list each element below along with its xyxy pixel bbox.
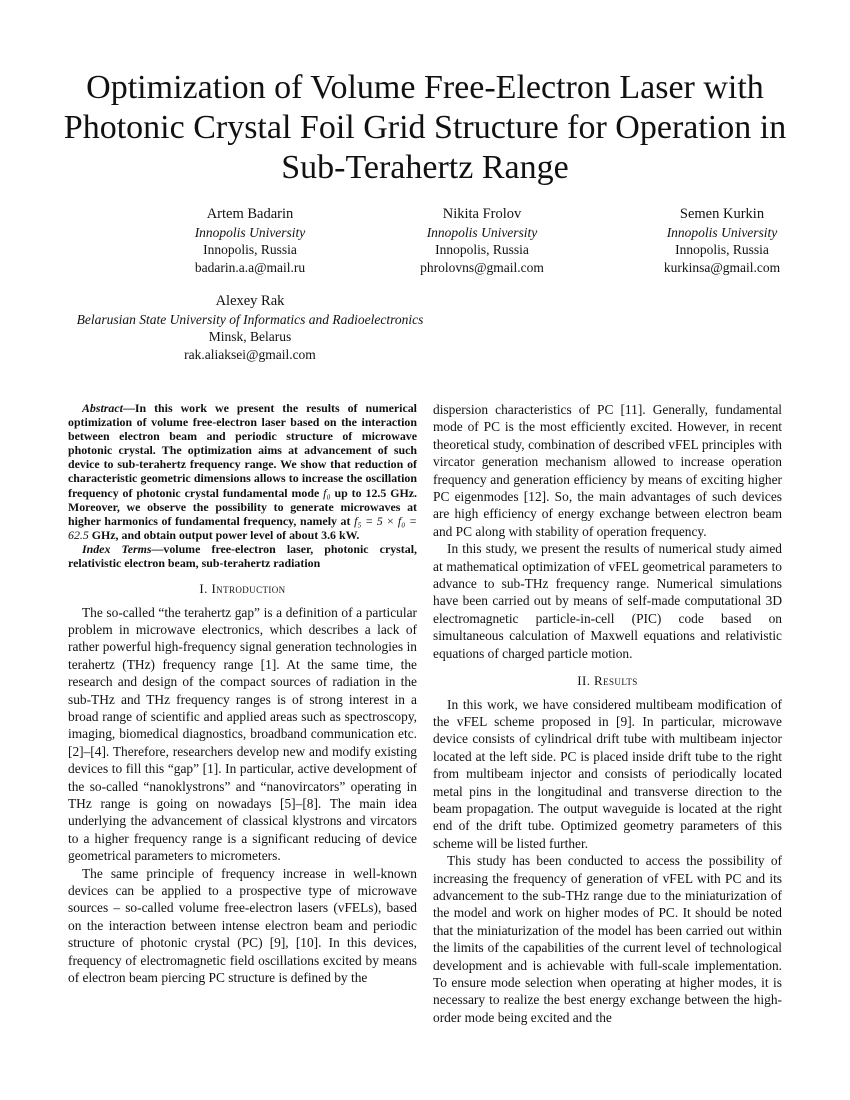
index-terms-text: —volume free-electron laser, photonic crystal, relativistic electron beam, sub-terahertz radiation (68, 541, 417, 571)
index-terms (68, 542, 417, 570)
author-email[interactable]: kurkinsa@gmail.com (663, 259, 781, 275)
results-paragraph-1: In this work, we have considered multibeam modification of the vFEL scheme proposed in [9]. In particular, microwave device consists of cylindrical drift tube with multibeam injector located at the left side. PC is placed inside drift tube to the right from multibeam injector and consists of periodically located metal pins in the longitudinal and transverse direction to the beam propagation. The output waveguide is located at the right end of the drift tube. Optimized geometry parameters of this scheme will be listed further. (433, 696, 782, 851)
author-block-1 (170, 206, 330, 276)
author-name: Alexey Rak (215, 293, 285, 309)
author-name: Nikita Frolov (442, 206, 522, 222)
left-column (68, 401, 417, 986)
index-terms-label: Index Terms (82, 541, 152, 556)
right-paragraph-1: dispersion characteristics of PC [11]. Generally, fundamental mode of PC is the most efficiently excited. However, in recent theoretical study, combination of described vFEL principles with vircator generation mechanism allowed to increase operation frequency and generation efficiency by means of exciting higher PC eigenmodes [12]. So, the main advantages of such devices are high efficiency of energy exchange between electron beam and PC along with stability of operation frequency. (433, 402, 782, 539)
author-location: Minsk, Belarus (208, 329, 292, 344)
section-heading-results: II. Results (577, 673, 638, 689)
intro-paragraph-2: The same principle of frequency increase in well-known devices can be applied to a prospective type of microwave sources – so-called volume free-electron lasers (vFELs), based on the interaction between intense electron beam and periodic structure of photonic crystal (PC) [9], [10]. In this devices, frequency of electromagnetic field oscillations excited by means of electron beam piercing PC structure is defined by the (68, 865, 417, 986)
section-heading-introduction: I. Introduction (199, 581, 286, 597)
abstract-text-1: —In this work we present the results of numerical optimization of volume free-electron laser based on the interaction between electron beam and periodic structure of microwave photonic crystal. The optimization aims at advancement of such device to sub-terahertz frequency range. We show that reduction of characteristic geometric dimensions allows to increase the oscillation frequency of photonic crystal fundamental mode (68, 401, 417, 500)
right-paragraph-2: In this study, we present the results of numerical study aimed at mathematical optimization of vFEL geometrical parameters to advance to sub-THz frequency range. Numerical simulations have been carried out by means of self-made computational 3D electromagnetic particle-in-cell (PIC) code based on simultaneous calculation of Maxwell equations and relativistic equations of charged particle motion. (433, 541, 782, 661)
author-name: Semen Kurkin (679, 206, 765, 222)
abstract-math-2: f₅ = 5 × f₀ = 62.5 (68, 513, 417, 542)
author-block-3 (642, 206, 802, 276)
results-paragraph-2: This study has been conducted to access the possibility of increasing the frequency of generation of vFEL with PC and its advancement to the sub-THz range due to the miniaturization of the model and work on higher modes of PC. It should be noted that the miniaturization of the model has been carried out within the limits of the capabilities of the current level of technological development and is achievable with full-scale implementation. To ensure mode selection when operating at higher modes, it is necessary to realize the best energy exchange between the high-order mode being excited and the (433, 853, 782, 1025)
author-location: Innopolis, Russia (675, 242, 769, 257)
abstract-label: Abstract (82, 401, 123, 415)
intro-paragraph-1: The so-called “the terahertz gap” is a definition of a particular problem in microwave electronics, which describes a lack of rather powerful high-frequency signal generation technologies in terahertz (THz) frequency range [1]. At the same time, the research and design of the compact sources of radiation in the sub-THz and THz frequency ranges is of strong interest in a broad range of scientific and applied areas such as spectroscopy, imaging, biomedical diagnostics, broadband communication etc. [2]–[4]. Therefore, researchers develop new and modify existing devices to fill this “gap” [1]. In particular, active development of the so-called “nanoklystrons” and “nanovircators” operating in THz range is going on nowadays [5]–[8]. The main idea underlying the advancement of classical klystrons and vircators to a higher frequency range is a significant reducing of device geometrical parameters to micrometers. (68, 604, 417, 864)
author-affiliation: Innopolis University (666, 224, 778, 240)
abstract-math-1: f₀ (323, 485, 331, 500)
abstract (68, 401, 417, 542)
author-location: Innopolis, Russia (203, 242, 297, 257)
author-block-2 (402, 206, 562, 276)
author-affiliation: Innopolis University (194, 224, 306, 240)
author-email[interactable]: phrolovns@gmail.com (420, 259, 544, 275)
abstract-text-3: GHz, and obtain output power level of about 3.6 kW. (88, 527, 360, 542)
author-email[interactable]: badarin.a.a@mail.ru (194, 259, 306, 275)
author-name: Artem Badarin (206, 206, 294, 222)
author-location: Innopolis, Russia (435, 242, 529, 257)
author-block-4 (60, 293, 440, 363)
abstract-text-2: up to 12.5 GHz. Moreover, we observe the possibility to generate microwaves at higher harmonics of fundamental frequency, namely at (68, 485, 417, 528)
right-column (433, 401, 782, 1026)
author-affiliation: Belarusian State University of Informatics and Radioelectronics (76, 311, 424, 327)
author-affiliation: Innopolis University (426, 224, 538, 240)
author-email[interactable]: rak.aliaksei@gmail.com (184, 346, 316, 362)
page-title: Optimization of Volume Free-Electron Laser with Photonic Crystal Foil Grid Structure for Operation in Sub-Terahertz Range (63, 69, 787, 186)
